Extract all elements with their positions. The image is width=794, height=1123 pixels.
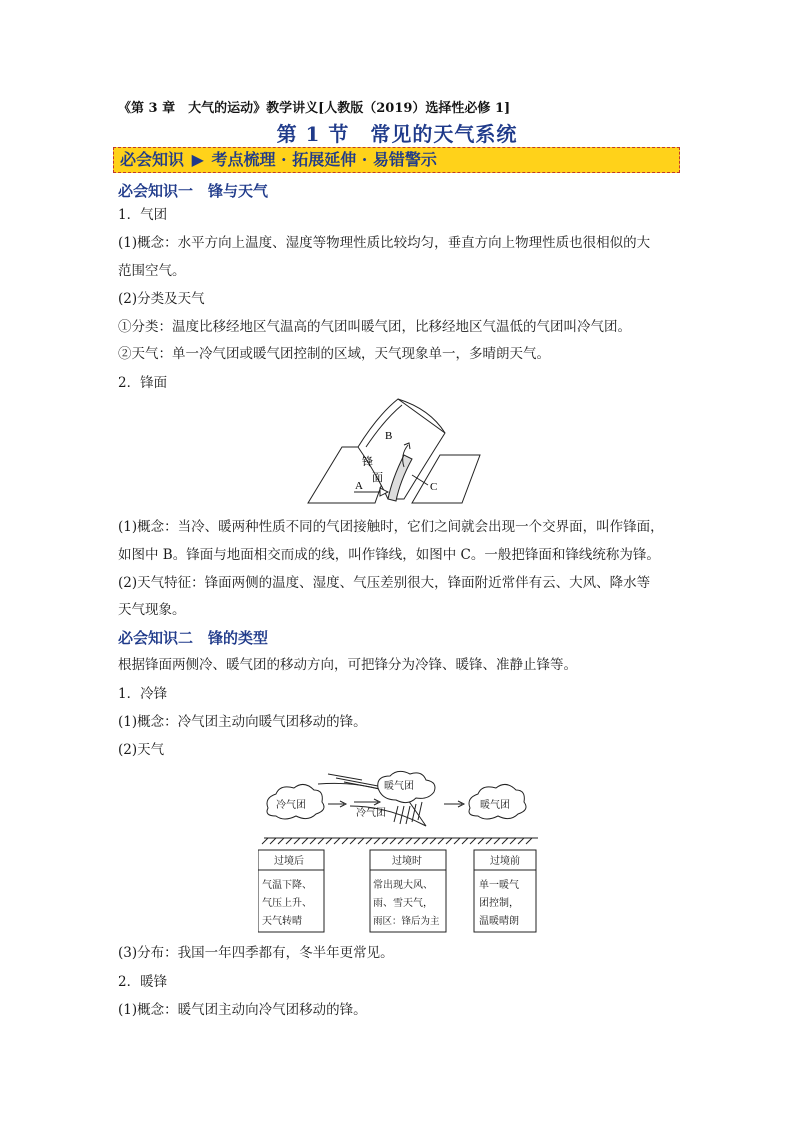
knowledge-banner: [113, 147, 680, 173]
paragraph: 如图中 B。锋面与地面相交而成的线，叫作锋线，如图中 C。一般把锋面和锋线统称为锋。: [118, 547, 660, 563]
front-surface-diagram: [300, 395, 500, 510]
subheading-air-mass: 1．气团: [118, 207, 168, 223]
label-mian: 面: [372, 471, 383, 484]
label-cold-air-mid: 冷气团: [356, 808, 386, 819]
box2-line: 常出现大风、: [373, 880, 433, 891]
play-arrow-icon: ▶: [191, 150, 204, 169]
section-title: 第 1 节 常见的天气系统: [276, 122, 518, 146]
banner-items: 考点梳理 · 拓展延伸 · 易错警示: [211, 150, 437, 169]
subheading-warm-front: 2．暖锋: [118, 974, 168, 990]
subheading-front: 2．锋面: [118, 375, 168, 391]
box2-line: 雨、雪天气，: [373, 898, 433, 909]
paragraph: (1)概念：暖气团主动向冷气团移动的锋。: [118, 1002, 367, 1018]
box1-title: 过境后: [274, 856, 304, 867]
label-cold-air-left: 冷气团: [276, 800, 306, 811]
paragraph: ①分类：温度比移经地区气温高的气团叫暖气团，比移经地区气温低的气团叫冷气团。: [118, 319, 631, 335]
box2-line: 雨区：锋后为主: [373, 916, 440, 927]
paragraph: (2)天气特征：锋面两侧的温度、湿度、气压差别很大，锋面附近常伴有云、大风、降水等: [118, 575, 651, 591]
heading-knowledge-1: 必会知识一 锋与天气: [118, 182, 269, 200]
heading-knowledge-2: 必会知识二 锋的类型: [118, 629, 269, 647]
box3-line: 团控制，: [479, 898, 519, 909]
paragraph: (2)天气: [118, 742, 165, 758]
box3-line: 单一暖气: [479, 880, 519, 891]
label-b: B: [385, 430, 393, 442]
paragraph: ②天气：单一冷气团或暖气团控制的区域，天气现象单一，多晴朗天气。: [118, 346, 550, 362]
paragraph: (1)概念：水平方向上温度、湿度等物理性质比较均匀，垂直方向上物理性质也很相似的大: [118, 235, 651, 251]
cold-front-diagram: [258, 766, 540, 934]
box1-line: 气温下降、: [262, 880, 312, 891]
box2-title: 过境时: [392, 856, 422, 867]
label-feng: 锋: [362, 455, 373, 468]
paragraph: 天气现象。: [118, 602, 186, 618]
box3-line: 温暖晴朗: [479, 916, 519, 927]
paragraph: (1)概念：冷气团主动向暖气团移动的锋。: [118, 714, 367, 730]
label-a: A: [355, 480, 363, 492]
label-c: C: [430, 481, 438, 493]
box1-line: 气压上升、: [262, 898, 312, 909]
paragraph: 根据锋面两侧冷、暖气团的移动方向，可把锋分为冷锋、暖锋、准静止锋等。: [118, 657, 577, 673]
box1-line: 天气转晴: [262, 916, 302, 927]
paragraph: 范围空气。: [118, 263, 186, 279]
label-warm-air-right: 暖气团: [480, 800, 510, 811]
paragraph: (1)概念：当冷、暖两种性质不同的气团接触时，它们之间就会出现一个交界面，叫作锋面，: [118, 519, 664, 535]
label-warm-air-top: 暖气团: [384, 781, 414, 792]
subheading-cold-front: 1．冷锋: [118, 686, 168, 702]
paragraph: (3)分布：我国一年四季都有，冬半年更常见。: [118, 945, 394, 961]
box3-title: 过境前: [490, 856, 520, 867]
document-header: 《第 3 章 大气的运动》教学讲义[人教版（2019）选择性必修 1]: [118, 101, 511, 116]
paragraph: (2)分类及天气: [118, 291, 205, 307]
banner-lead: 必会知识: [120, 150, 185, 169]
